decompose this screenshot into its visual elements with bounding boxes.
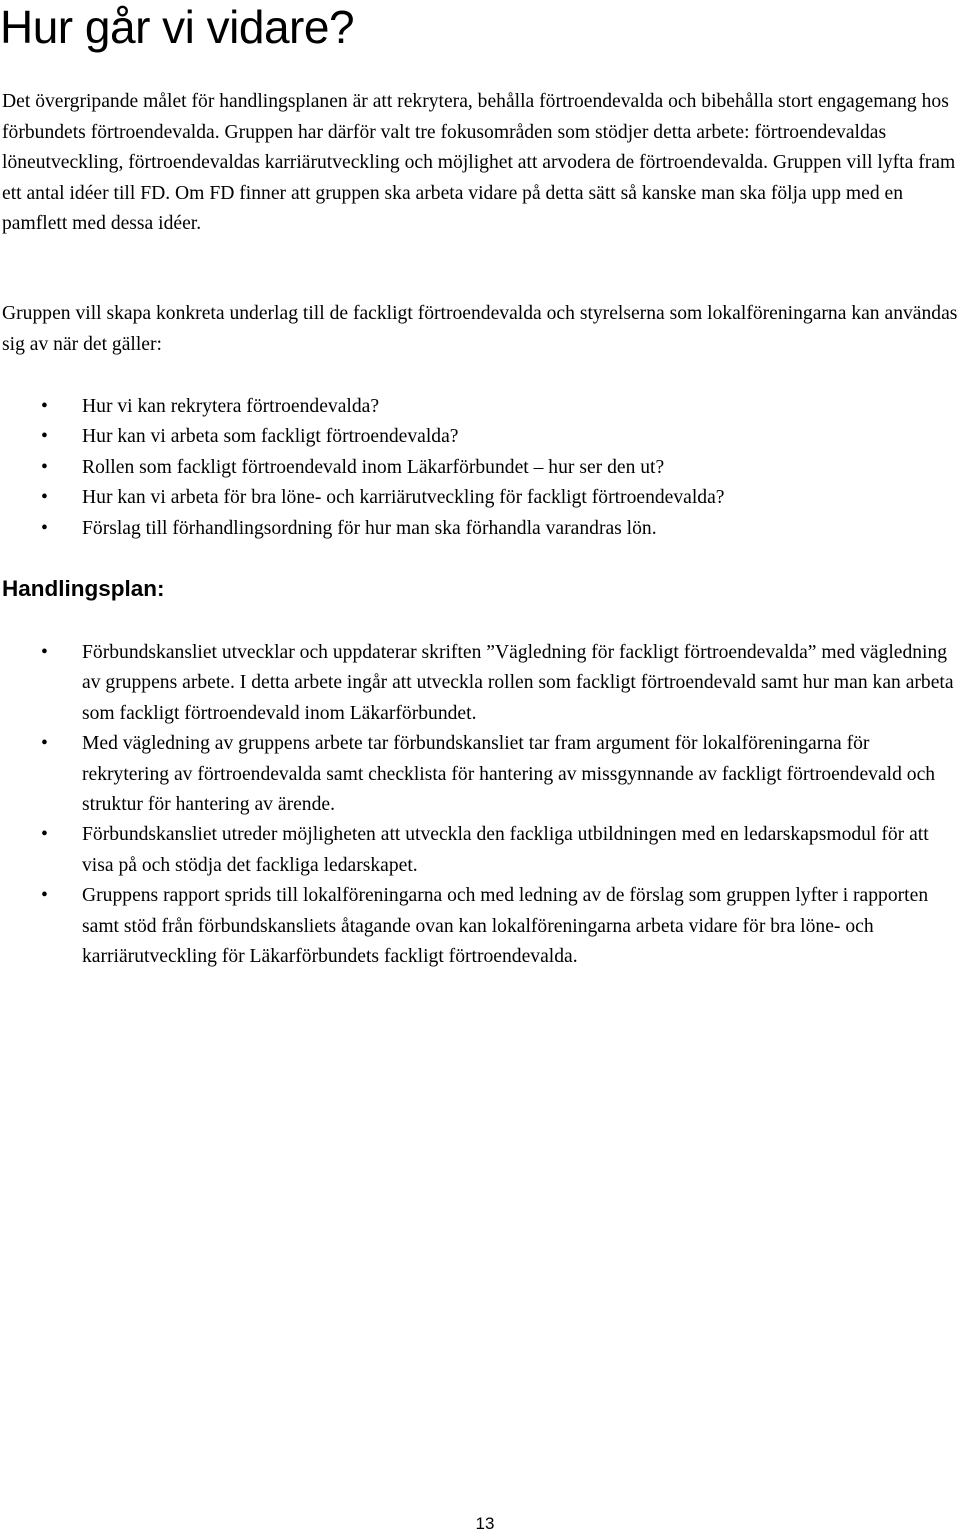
- list-item-text: Hur kan vi arbeta som fackligt förtroendevalda?: [82, 426, 459, 448]
- list-item-text: Förbundskansliet utreder möjligheten att utveckla den fackliga utbildningen med en ledarskapsmodul för att visa på och stödja det fackliga ledarskapet.: [82, 824, 929, 876]
- list-item: [0, 422, 960, 452]
- list-item: [0, 820, 960, 881]
- bullet-icon: •: [41, 426, 48, 448]
- list-item: [0, 638, 960, 729]
- list-item-text: Gruppens rapport sprids till lokalföreningarna och med ledning av de förslag som gruppen lyfter i rapporten samt stöd från förbundskansliets åtagande ovan kan lokalföreningarna arbeta vidare för bra löne- och karriärutveckling för Läkarförbundets fackligt förtroendevalda.: [82, 885, 929, 968]
- list-item-text: Förslag till förhandlingsordning för hur man ska förhandla varandras lön.: [82, 517, 657, 539]
- list-item: [0, 453, 960, 483]
- list-item-text: Rollen som fackligt förtroendevald inom Läkarförbundet – hur ser den ut?: [82, 456, 665, 478]
- bullet-icon: •: [41, 642, 48, 663]
- list-item-text: Hur vi kan rekrytera förtroendevalda?: [82, 396, 380, 417]
- list-item: [0, 392, 960, 422]
- intro-paragraph: Det övergripande målet för handlingsplanen är att rekrytera, behålla förtroendevalda och bibehålla stort engagemang hos förbundets förtroendevalda. Gruppen har därför valt tre fokusområden som stödjer detta arbete: förtroendevaldas löneutveckling, förtroendevaldas karriärutveckling och möjlighet att arvodera de förtroendevalda. Gruppen vill lyfta fram ett antal idéer till FD. Om FD finner att gruppen ska arbeta vidare på detta sätt så kanske man ska följa upp med en pamflett med dessa idéer.: [2, 91, 956, 235]
- list-item: [0, 881, 960, 972]
- page-title: Hur går vi vidare?: [0, 1, 355, 53]
- list-item: [0, 729, 960, 820]
- bullet-icon: •: [41, 487, 48, 509]
- bullet-icon: •: [41, 456, 48, 478]
- page-number: 13: [475, 1514, 495, 1533]
- bullet-icon: •: [41, 885, 48, 907]
- bullet-icon: •: [41, 733, 48, 755]
- action-plan-heading: Handlingsplan:: [2, 576, 165, 601]
- action-plan-list: [0, 638, 960, 972]
- question-list: [0, 392, 960, 544]
- bullet-icon: •: [41, 517, 48, 539]
- second-paragraph: Gruppen vill skapa konkreta underlag till de fackligt förtroendevalda och styrelserna som lokalföreningarna kan användas sig av när det gäller:: [2, 303, 958, 355]
- list-item: [0, 483, 960, 513]
- bullet-icon: •: [41, 824, 48, 846]
- list-item-text: Hur kan vi arbeta för bra löne- och karriärutveckling för fackligt förtroendevalda?: [82, 487, 725, 509]
- bullet-icon: •: [41, 396, 48, 417]
- list-item-text: Med vägledning av gruppens arbete tar förbundskansliet tar fram argument för lokalföreningarna för rekrytering av förtroendevalda samt checklista för hantering av missgynnande av fackligt förtroendevald och struktur för hantering av ärende.: [82, 733, 936, 816]
- list-item-text: Förbundskansliet utvecklar och uppdaterar skriften ”Vägledning för fackligt förtroendevalda” med vägledning av gruppens arbete. I detta arbete ingår att utveckla rollen som fackligt förtroendevald samt hur man kan arbeta som fackligt förtroendevald inom Läkarförbundet.: [82, 642, 954, 724]
- list-item: [0, 514, 960, 544]
